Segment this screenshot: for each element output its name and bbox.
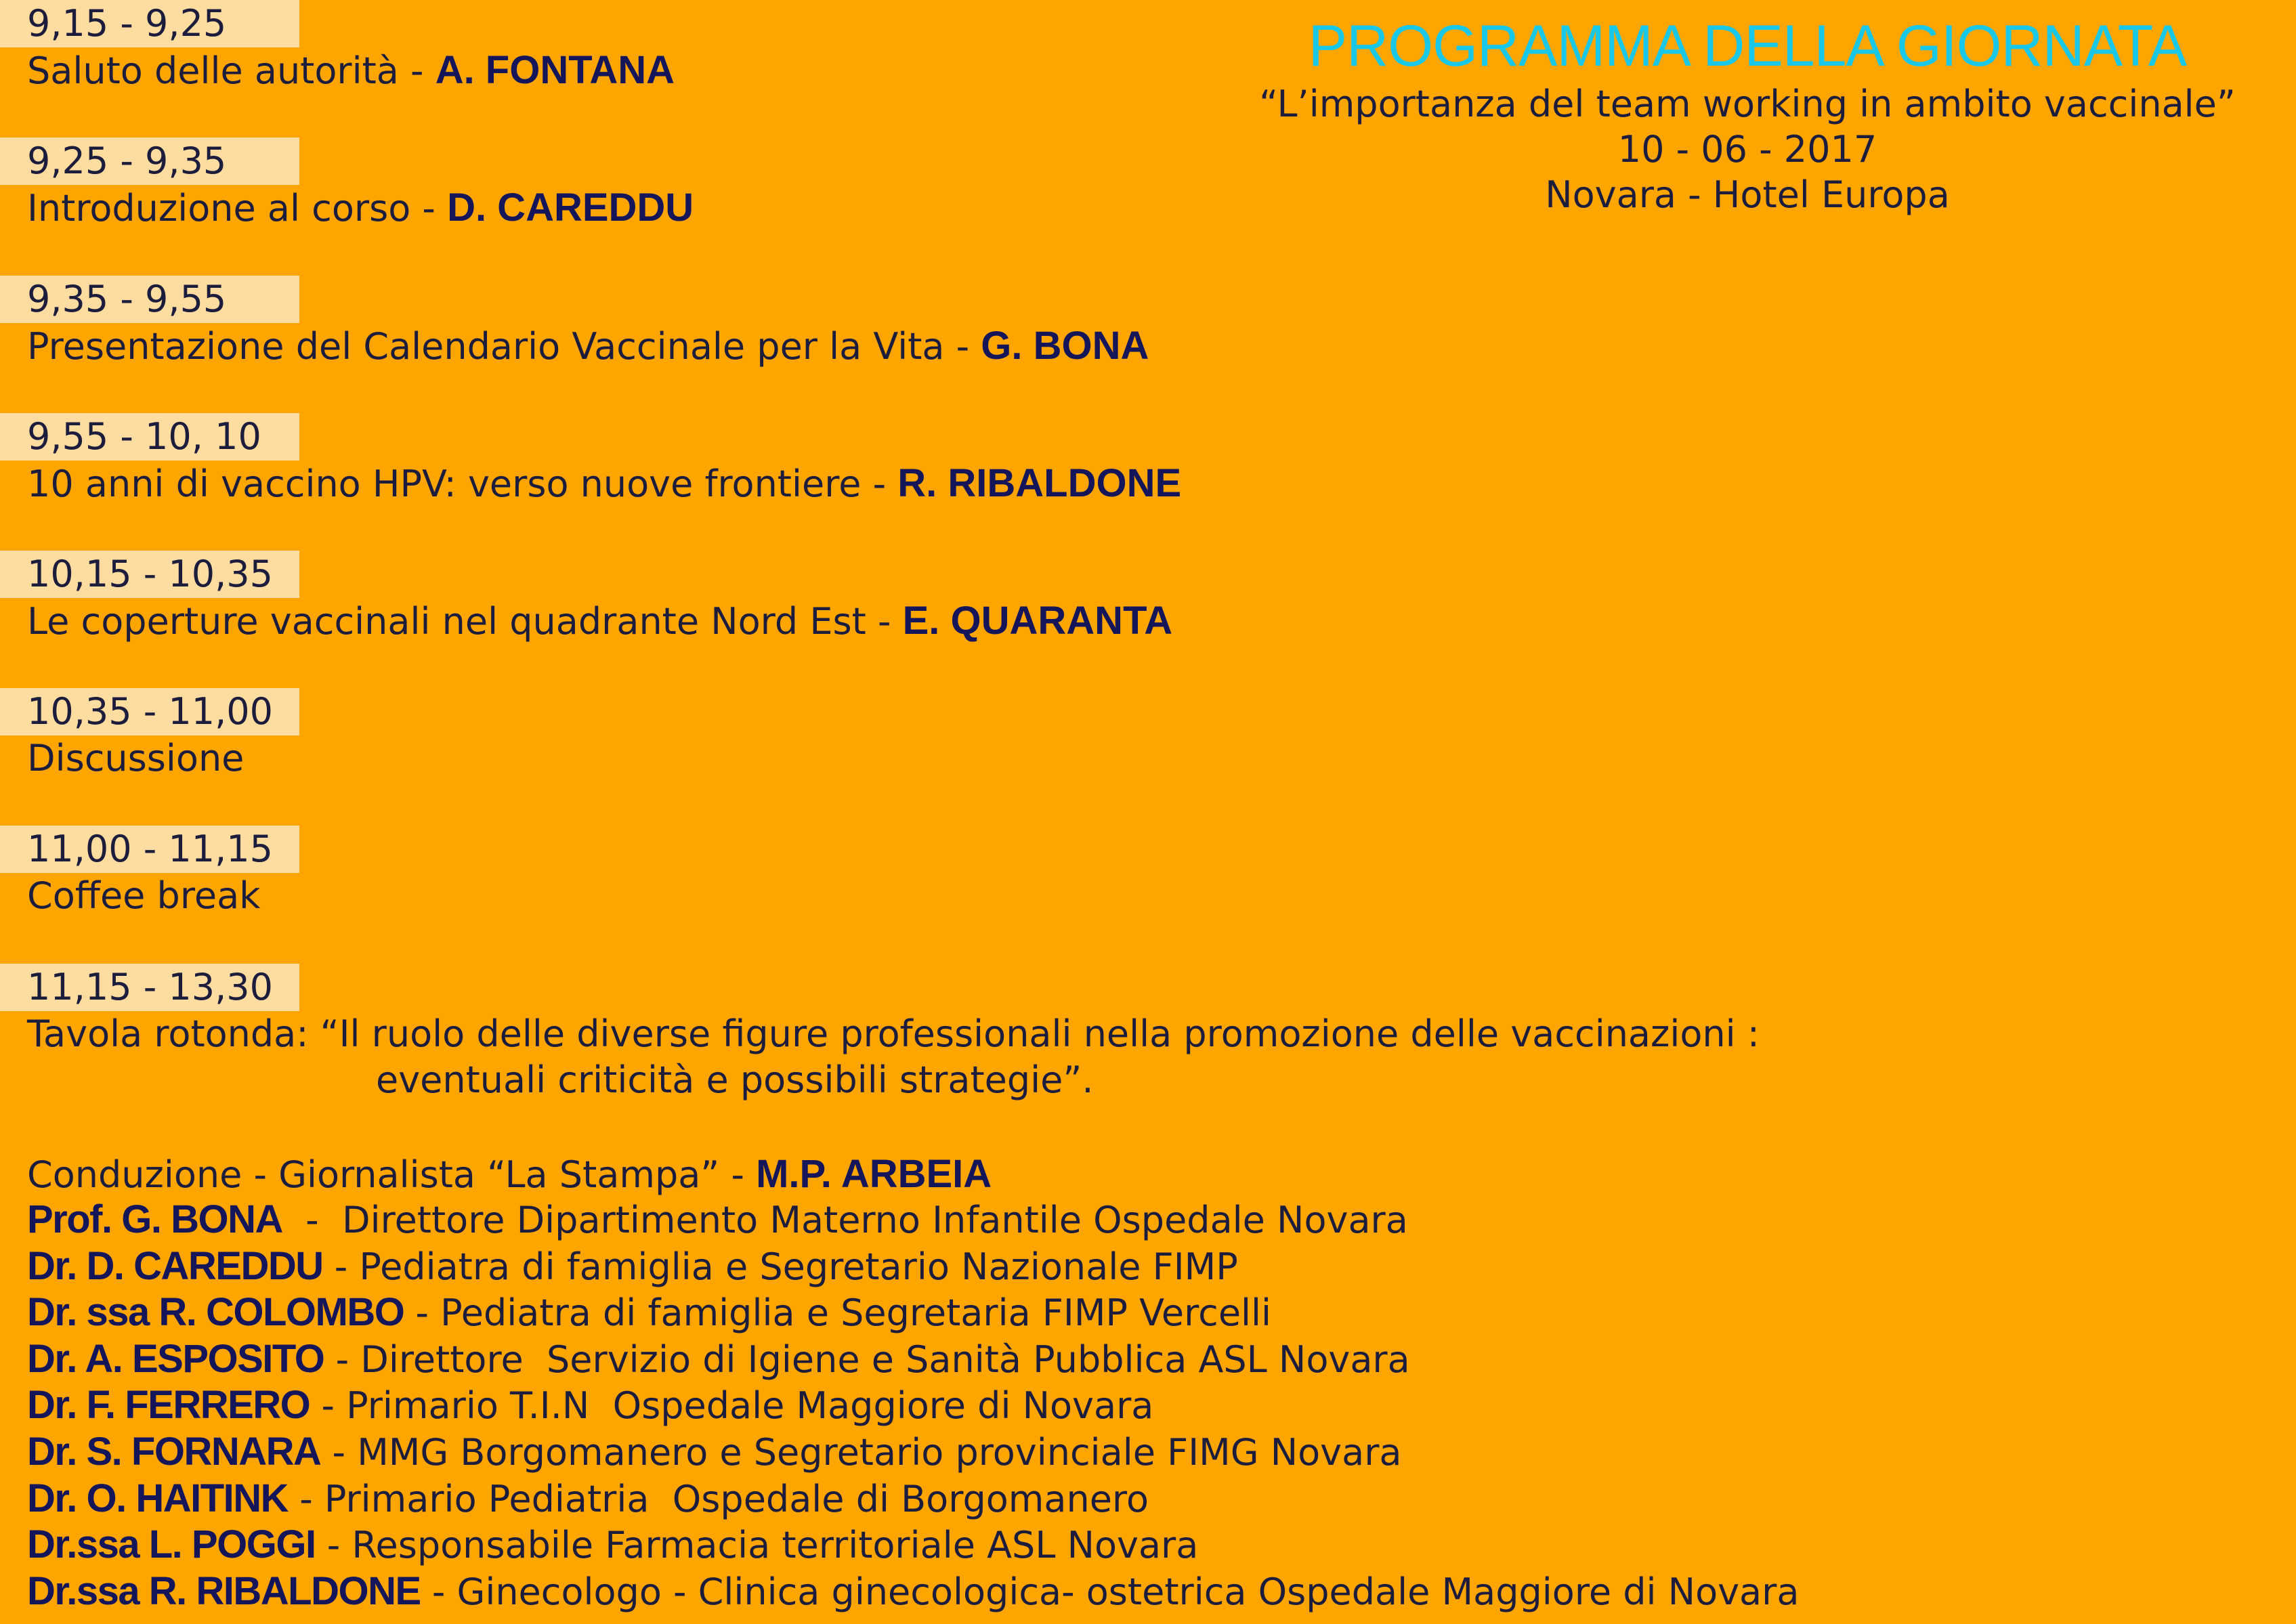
slot-speaker: A. FONTANA: [435, 48, 675, 92]
panel-member-role: - Direttore Dipartimento Materno Infantile Ospedale Novara: [282, 1199, 1408, 1241]
slot-description: [0, 598, 1172, 645]
moderator-name: M.P. ARBEIA: [756, 1152, 992, 1196]
panel-member-name: Prof. G. BONA: [27, 1197, 282, 1241]
slot-time: 9,55 - 10, 10: [0, 413, 299, 461]
slot-time: 9,15 - 9,25: [0, 0, 299, 47]
slot-topic: Saluto delle autorità -: [27, 49, 435, 92]
panel-member-name: Dr. S. FORNARA: [27, 1429, 321, 1474]
slot-time: 10,15 - 10,35: [0, 551, 299, 598]
panel-member: [27, 1336, 1799, 1383]
schedule-slot: [0, 688, 299, 782]
panel-member: [27, 1382, 1799, 1429]
event-subtitle: “L’importanza del team working in ambito vaccinale”: [1259, 83, 2236, 125]
panel-member-name: Dr.ssa R. RIBALDONE: [27, 1568, 421, 1613]
panel-member: [27, 1522, 1799, 1568]
slot-description: [0, 1011, 1760, 1057]
panel-member: [27, 1568, 1799, 1615]
slot-time: 10,35 - 11,00: [0, 688, 299, 735]
program-title: PROGRAMMA DELLA GIORNATA: [1308, 14, 2187, 79]
slot-topic: Presentazione del Calendario Vaccinale per la Vita -: [27, 325, 981, 368]
panel-member: [27, 1197, 1799, 1243]
panel-member-name: Dr. ssa R. COLOMBO: [27, 1290, 404, 1335]
slot-description: [0, 461, 1181, 507]
panel-member: [27, 1429, 1799, 1476]
moderation-text: Conduzione - Giornalista “La Stampa” -: [27, 1153, 757, 1196]
slot-topic: Introduzione al corso -: [27, 187, 448, 230]
panel-member: [27, 1476, 1799, 1522]
schedule-slot: [0, 413, 1181, 507]
slot-time: 9,25 - 9,35: [0, 137, 299, 185]
slot-topic: Discussione: [27, 737, 245, 779]
panel-member-role: - Primario Pediatria Ospedale di Borgomanero: [288, 1477, 1149, 1520]
slot-speaker: D. CAREDDU: [447, 186, 694, 230]
panel-member: [27, 1289, 1799, 1336]
slot-time: 11,00 - 11,15: [0, 826, 299, 873]
slot-topic: Le coperture vaccinali nel quadrante Nord Est -: [27, 600, 903, 643]
panel-member-name: Dr. D. CAREDDU: [27, 1243, 323, 1288]
panel-member-role: - Direttore Servizio di Igiene e Sanità Pubblica ASL Novara: [324, 1338, 1410, 1381]
panel-member-role: - Pediatra di famiglia e Segretario Nazionale FIMP: [322, 1245, 1238, 1288]
schedule-slot: [0, 137, 694, 232]
slot-topic: Tavola rotonda: “Il ruolo delle diverse figure professionali nella promozione delle vaccinazioni :: [27, 1012, 1760, 1055]
panel-list: [27, 1197, 1799, 1615]
slot-description: [0, 735, 299, 782]
schedule-slot: [0, 964, 1760, 1103]
panel-member: [27, 1243, 1799, 1290]
slot-description: [0, 185, 694, 232]
panel-member-name: Dr. A. ESPOSITO: [27, 1336, 324, 1381]
slot-topic: 10 anni di vaccino HPV: verso nuove frontiere -: [27, 463, 898, 505]
event-venue: Novara - Hotel Europa: [1545, 173, 1950, 216]
slot-time: 11,15 - 13,30: [0, 964, 299, 1011]
moderation-line: [27, 1151, 992, 1198]
slot-speaker: E. QUARANTA: [902, 599, 1173, 643]
schedule-slot: [0, 0, 675, 94]
slot-speaker: G. BONA: [981, 324, 1149, 368]
event-date: 10 - 06 - 2017: [1617, 128, 1877, 171]
panel-member-name: Dr.ssa L. POGGI: [27, 1522, 316, 1567]
panel-member-role: - MMG Borgomanero e Segretario provinciale FIMG Novara: [320, 1430, 1402, 1474]
slot-description-continued: eventuali criticità e possibili strategie”.: [376, 1059, 1094, 1101]
panel-member-role: - Primario T.I.N Ospedale Maggiore di Novara: [310, 1384, 1154, 1428]
slot-description: [0, 323, 1149, 370]
program-header: [1239, 12, 2255, 217]
schedule-slot: [0, 276, 1149, 370]
slot-description: [0, 873, 299, 919]
schedule-slot: [0, 826, 299, 919]
slot-speaker: R. RIBALDONE: [897, 461, 1182, 505]
slot-description: [0, 47, 675, 94]
slot-topic: Coffee break: [27, 874, 261, 917]
panel-member-name: Dr. O. HAITINK: [27, 1476, 289, 1520]
schedule-slot: [0, 551, 1172, 645]
panel-member-role: - Responsabile Farmacia territoriale ASL Novara: [315, 1524, 1199, 1567]
panel-member-role: - Ginecologo - Clinica ginecologica- ostetrica Ospedale Maggiore di Novara: [420, 1570, 1800, 1613]
panel-member-name: Dr. F. FERRERO: [27, 1383, 310, 1428]
panel-member-role: - Pediatra di famiglia e Segretaria FIMP Vercelli: [404, 1291, 1272, 1335]
slot-time: 9,35 - 9,55: [0, 276, 299, 323]
